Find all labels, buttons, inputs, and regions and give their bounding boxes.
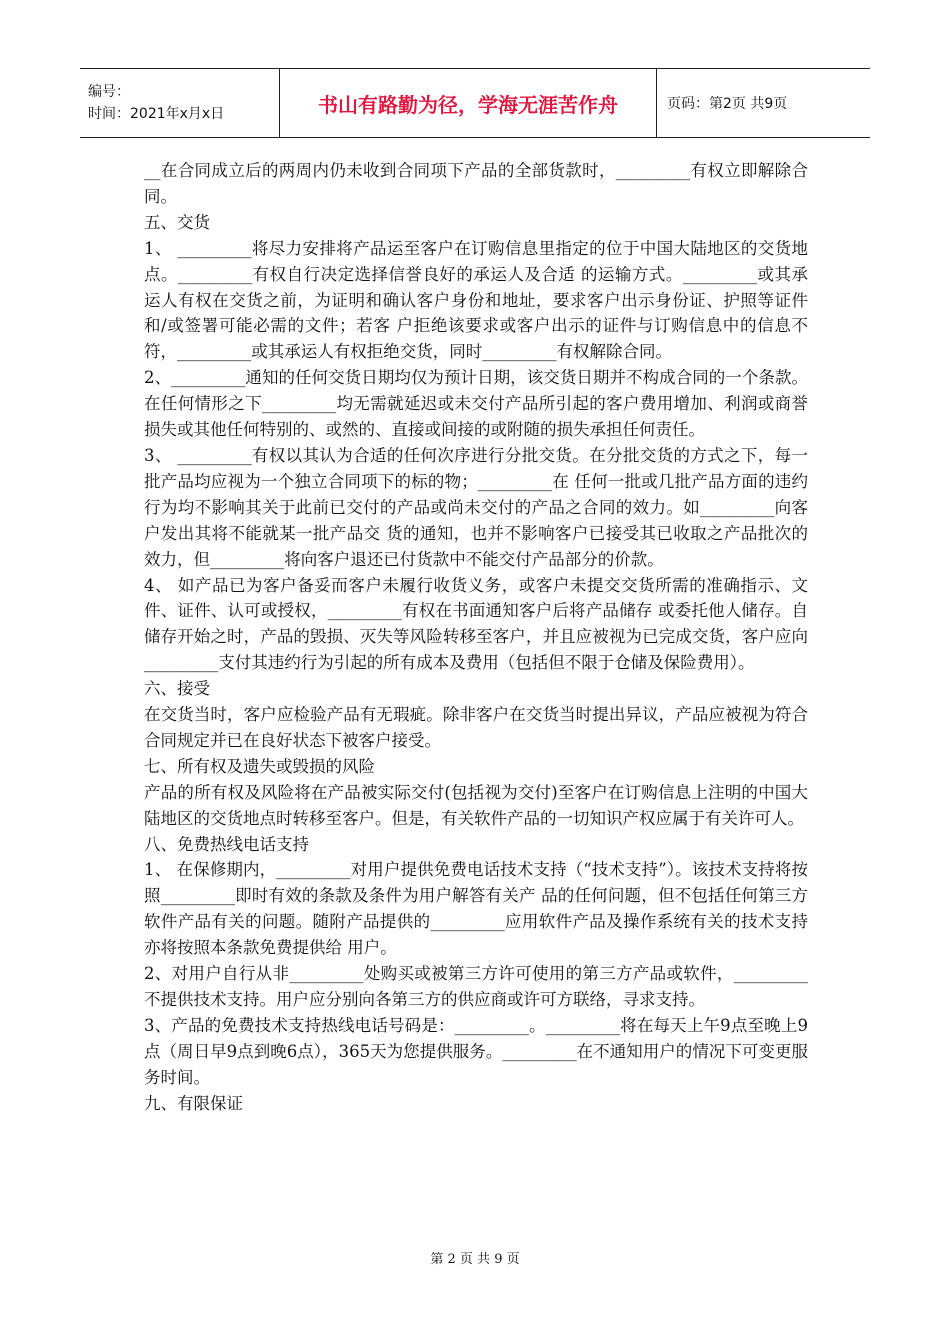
document-body bbox=[144, 158, 808, 1117]
document-date: 时间：2021年x月x日 bbox=[88, 106, 225, 122]
paragraph: 1、 _________将尽力安排将产品运至客户在订购信息里指定的位于中国大陆地区的交货地点。_________有权自行决定选择信誉良好的承运人及合适 的运输方式。_________或其承运人有权在交货之前，为证明和确认客户身份和地址，要求客户出示身份证、护照等证件和/或签署可能必需的文件；若客 户拒绝该要求或客户出示的证件与订购信息中的信息不符，_________或其承运人有权拒绝交货，同时_________有权解除合同。 bbox=[144, 238, 808, 362]
paragraph: 3、 _________有权以其认为合适的任何次序进行分批交货。在分批交货的方式之下，每一批产品均应视为一个独立合同项下的标的物；_________在 任何一批或几批产品方面的违约行为均不影响其关于此前已交付的产品或尚未交付的产品之合同的效力。如_________向客户发出其将不能就某一批产品交 货的通知，也并不影响客户已接受其已收取之产品批次的效力，但_________将向客户退还已付货款中不能交付产品部分的价款。 bbox=[144, 445, 808, 569]
paragraph: __在合同成立后的两周内仍未收到合同项下产品的全部货款时，_________有权立即解除合同。 bbox=[144, 161, 808, 206]
paragraph: 2、对用户自行从非_________处购买或被第三方许可使用的第三方产品或软件，_________不提供技术支持。用户应分别向各第三方的供应商或许可方联络，寻求支持。 bbox=[144, 964, 808, 1009]
motto-text: 书山有路勤为径，学海无涯苦作舟 bbox=[318, 92, 618, 117]
section-heading: 六、接受 bbox=[144, 679, 210, 699]
paragraph: 2、_________通知的任何交货日期均仅为预计日期，该交货日期并不构成合同的一个条款。在任何情形之下_________均无需就延迟或未交付产品所引起的客户费用增加、利润或商誉损失或其他任何特别的、或然的、直接或间接的或附随的损失承担任何责任。 bbox=[144, 368, 808, 440]
section-heading: 七、所有权及遗失或毁损的风险 bbox=[144, 756, 375, 776]
section-heading: 九、有限保证 bbox=[144, 1093, 243, 1113]
section-heading: 五、交货 bbox=[144, 212, 210, 232]
paragraph: 在交货当时，客户应检验产品有无瑕疵。除非客户在交货当时提出异议，产品应被视为符合合同规定并已在良好状态下被客户接受。 bbox=[144, 705, 808, 750]
paragraph: 3、产品的免费技术支持热线电话号码是：_________。_________将在每天上午9点至晚上9点（周日早9点到晚6点），365天为您提供服务。_________在不通知用户的情况下可变更服务时间。 bbox=[144, 1015, 808, 1087]
header-motto bbox=[280, 69, 657, 137]
paragraph: 1、 在保修期内，_________对用户提供免费电话技术支持（“技术支持”）。该技术支持将按照_________即时有效的条款及条件为用户解答有关产 品的任何问题，但不包括任何第三方软件产品有关的问题。随附产品提供的_________应用软件产品及操作系统有关的技术支持亦将按照本条款免费提供给 用户。 bbox=[144, 860, 808, 958]
page-header bbox=[80, 68, 870, 138]
header-page-info bbox=[657, 69, 870, 137]
page-footer: 第 2 页 共 9 页 bbox=[430, 1252, 520, 1267]
header-meta bbox=[80, 69, 280, 137]
paragraph: 4、 如产品已为客户备妥而客户未履行收货义务，或客户未提交交货所需的准确指示、文件、证件、认可或授权，_________有权在书面通知客户后将产品储存 或委托他人储存。自储存开始之时，产品的毁损、灭失等风险转移至客户，并且应被视为已完成交货，客户应向_________支付其违约行为引起的所有成本及费用（包括但不限于仓储及保险费用）。 bbox=[144, 575, 808, 673]
document-number-label: 编号： bbox=[88, 84, 130, 100]
section-heading: 八、免费热线电话支持 bbox=[144, 834, 309, 854]
paragraph: 产品的所有权及风险将在产品被实际交付(包括视为交付)至客户在订购信息上注明的中国大陆地区的交货地点时转移至客户。但是，有关软件产品的一切知识产权应属于有关许可人。 bbox=[144, 782, 808, 828]
page-info-text: 页码：第2页 共9页 bbox=[667, 96, 788, 112]
